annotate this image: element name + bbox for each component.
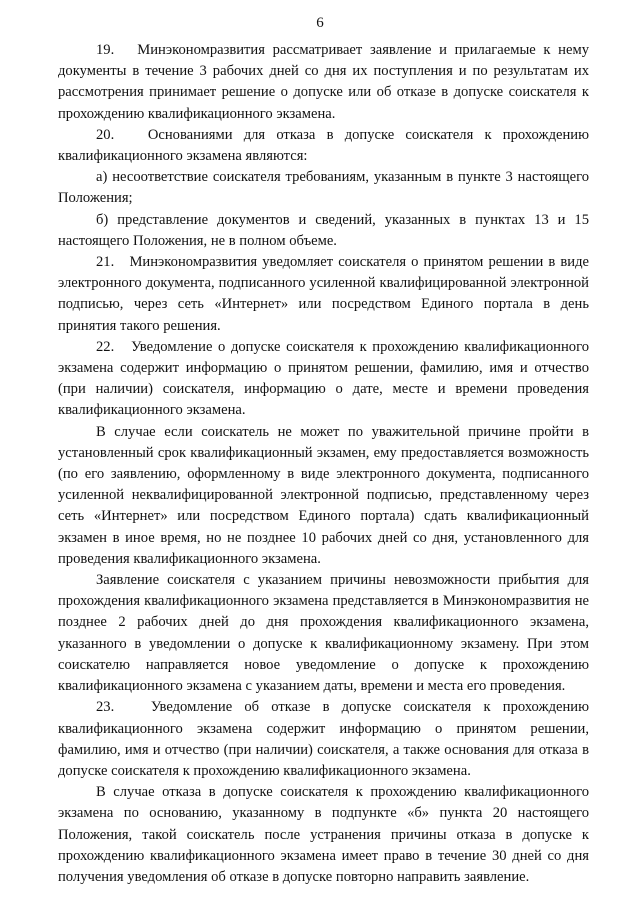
paragraph-20-item-a: а) несоответствие соискателя требованиям, указанным в пункте 3 настоящего Положения; xyxy=(58,169,589,207)
paragraph-22-rescheduling: В случае если соискатель не может по уважительной причине пройти в установленный срок квалификационный экзамен, ему предоставляется возможность (по его заявлению, оформленному в виде электронного документа, подписанного усиленной неквалифицированной электронной подписью, представленному через сеть «Интернет» или посредством Единого портала) сдать квалификационный экзамен в иное время, но не позднее 10 рабочих дней со дня, установленного для проведения квалификационного экзамена. xyxy=(58,423,589,567)
paragraph-23: 23. Уведомление об отказе в допуске соискателя к прохождению квалификационного экзамена содержит информацию о принятом решении, фамилию, имя и отчество (при наличии) соискателя, а также основания для отказа в допуске соискателя к прохождению квалификационного экзамена. xyxy=(58,699,589,779)
paragraph-20-item-b: б) представление документов и сведений, указанных в пунктах 13 и 15 настоящего Положения, не в полном объеме. xyxy=(58,211,589,249)
paragraph-22: 22. Уведомление о допуске соискателя к прохождению квалификационного экзамена содержит информацию о принятом решении, фамилию, имя и отчество (при наличии) соискателя, информацию о дате, месте и времени проведения квалификационного экзамена. xyxy=(58,338,589,419)
page-number: 6 xyxy=(316,15,324,31)
paragraph-23-refusal-case: В случае отказа в допуске соискателя к прохождению квалификационного экзамена по основанию, указанному в подпункте «б» пункта 20 настоящего Положения, такой соискатель после устранения причины отказа в допуске к прохождению квалификационного экзамена имеет право в течение 30 дней со дня получения уведомления об отказе в допуске повторно направить заявление. xyxy=(58,784,589,885)
document-body xyxy=(58,40,589,888)
paragraph-20: 20. Основаниями для отказа в допуске соискателя к прохождению квалификационного экзамена являются: xyxy=(58,126,589,165)
paragraph-21: 21. Минэкономразвития уведомляет соискателя о принятом решении в виде электронного документа, подписанного усиленной квалифицированной электронной подписью, через сеть «Интернет» или посредством Единого портала в день принятия такого решения. xyxy=(58,254,589,334)
paragraph-22-application: Заявление соискателя с указанием причины невозможности прибытия для прохождения квалификационного экзамена представляется в Минэкономразвития не позднее 2 рабочих дней до дня прохождения квалификационного экзамена, указанного в уведомлении о допуске к квалификационному экзамену. При этом соискателю направляется новое уведомление о допуске к прохождению квалификационного экзамена с указанием даты, времени и места его проведения. xyxy=(58,572,589,695)
paragraph-19: 19. Минэкономразвития рассматривает заявление и прилагаемые к нему документы в течение 3 рабочих дней со дня их поступления и по результатам их рассмотрения принимает решение о допуске или об отказе в допуске соискателя к прохождению квалификационного экзамена. xyxy=(58,42,589,122)
